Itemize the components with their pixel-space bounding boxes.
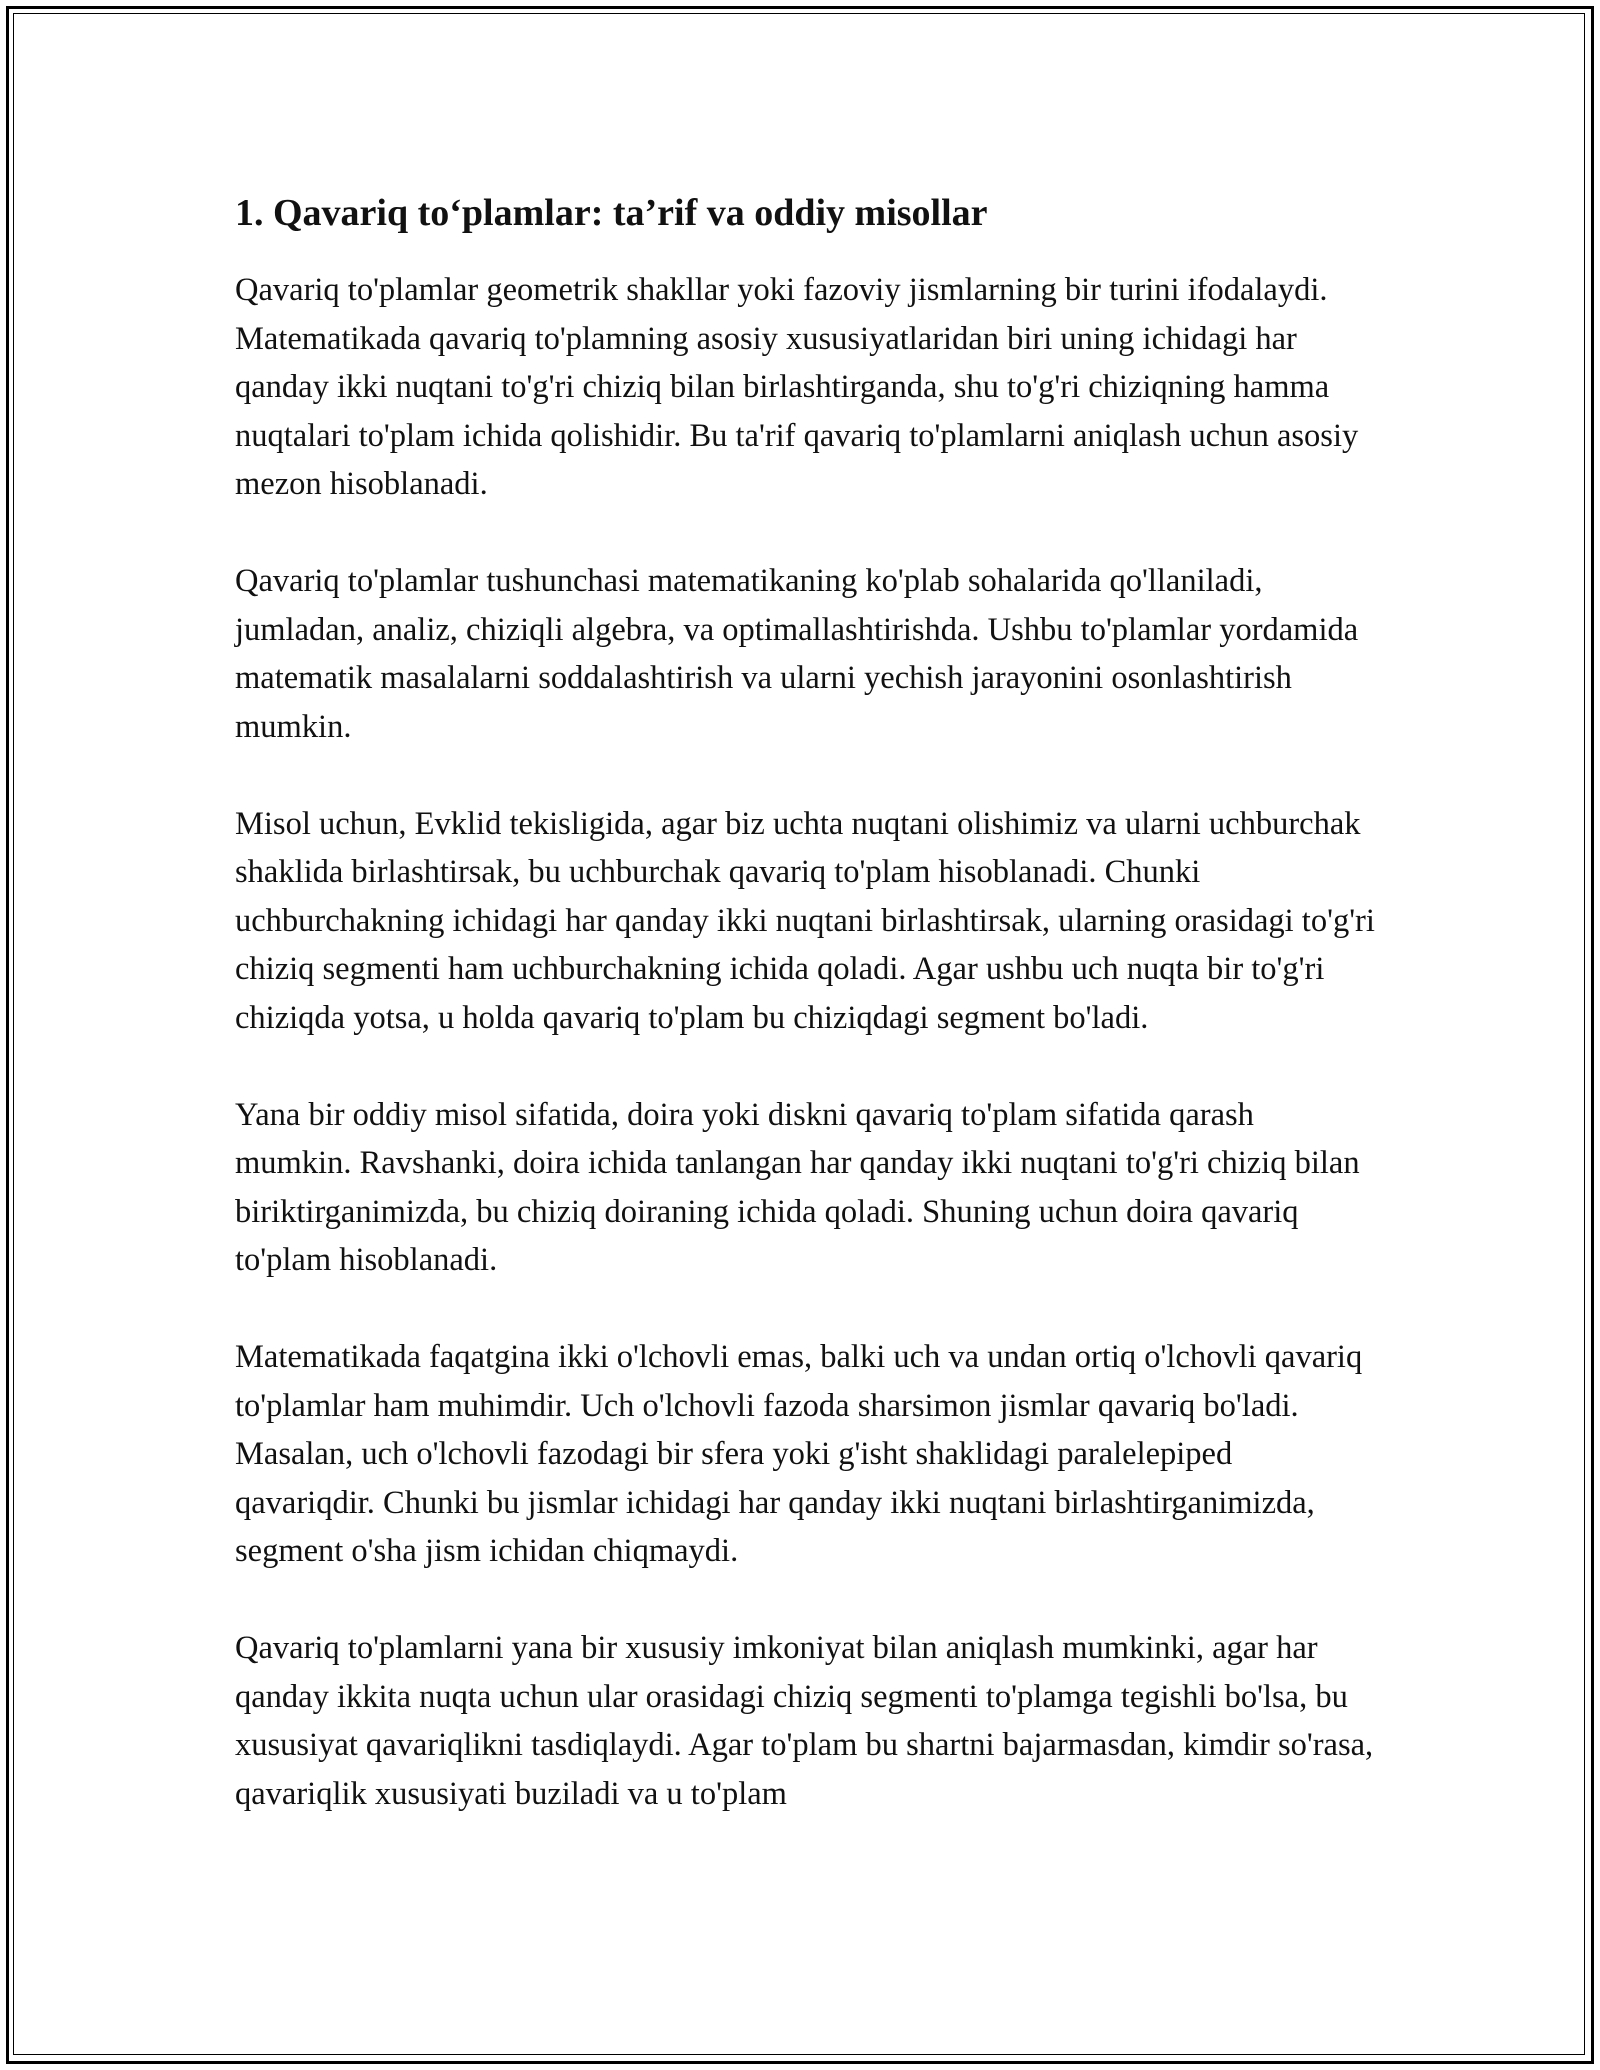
- paragraph-property: Qavariq to'plamlarni yana bir xususiy imkoniyat bilan aniqlash mumkinki, agar har qanday ikkita nuqta uchun ular orasidagi chiziq segmenti to'plamga tegishli bo'lsa, bu xususiyat qavariqlikni tasdiqlaydi. Agar to'plam bu shartni bajarmasdan, kimdir so'rasa, qavariqlik xususiyati buziladi va u to'plam: [235, 1630, 1374, 1812]
- section-heading: 1. Qavariq to‘plamlar: ta’rif va oddiy misollar: [235, 192, 988, 234]
- paragraph-three-dimensional: Matematikada faqatgina ikki o'lchovli emas, balki uch va undan ortiq o'lchovli qavariq to'plamlar ham muhimdir. Uch o'lchovli fazoda sharsimon jismlar qavariq bo'ladi. Masalan, uch o'lchovli fazodagi bir sfera yoki g'isht shaklidagi paralelepiped qavariqdir. Chunki bu jismlar ichidagi har qanday ikki nuqtani birlashtirganimizda, segment o'sha jism ichidan chiqmaydi.: [235, 1339, 1363, 1569]
- paragraph-definition: Qavariq to'plamlar geometrik shakllar yoki fazoviy jismlarning bir turini ifodalaydi. Matematikada qavariq to'plamning asosiy xususiyatlaridan biri uning ichidagi har qanday ikki nuqtani to'g'ri chiziq bilan birlashtirganda, shu to'g'ri chiziqning hamma nuqtalari to'plam ichida qolishidir. Bu ta'rif qavariq to'plamlarni aniqlash uchun asosiy mezon hisoblanadi.: [235, 272, 1359, 502]
- paragraph-triangle-example: Misol uchun, Evklid tekisligida, agar biz uchta nuqtani olishimiz va ularni uchburchak shaklida birlashtirsak, bu uchburchak qavariq to'plam hisoblanadi. Chunki uchburchakning ichidagi har qanday ikki nuqtani birlashtirsak, ularning orasidagi to'g'ri chiziq segmenti ham uchburchakning ichida qoladi. Agar ushbu uch nuqta bir to'g'ri chiziqda yotsa, u holda qavariq to'plam bu chiziqdagi segment bo'ladi.: [235, 805, 1375, 1036]
- paragraph-applications: Qavariq to'plamlar tushunchasi matematikaning ko'plab sohalarida qo'llaniladi, jumladan, analiz, chiziqli algebra, va optimallashtirishda. Ushbu to'plamlar yordamida matematik masalalarni soddalashtirish va ularni yechish jarayonini osonlashtirish mumkin.: [235, 563, 1359, 745]
- document-body: [235, 188, 1375, 1867]
- paragraph-circle-example: Yana bir oddiy misol sifatida, doira yoki diskni qavariq to'plam sifatida qarash mumkin. Ravshanki, doira ichida tanlangan har qanday ikki nuqtani to'g'ri chiziq bilan biriktirganimizda, bu chiziq doiraning ichida qoladi. Shuning uchun doira qavariq to'plam hisoblanadi.: [235, 1096, 1360, 1278]
